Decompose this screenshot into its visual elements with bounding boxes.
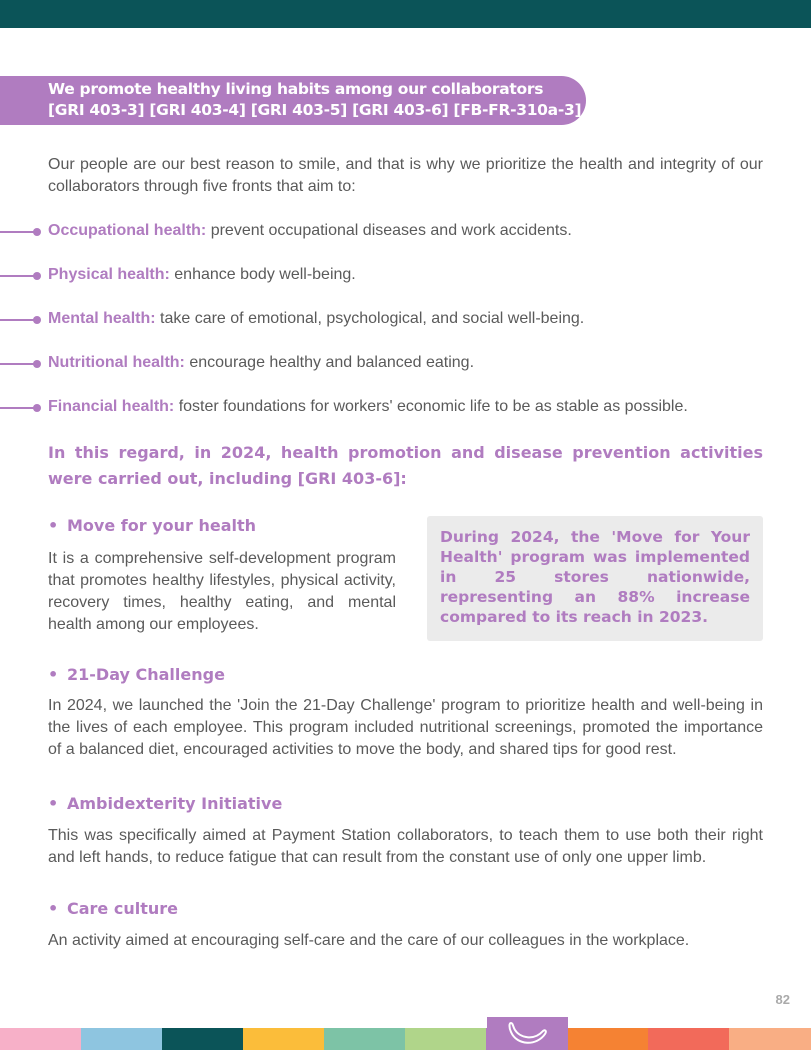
footer-stripe [324,1028,406,1050]
footer-stripe [648,1028,730,1050]
subsection-title-care [48,898,178,920]
top-bar [0,0,811,28]
bullet: • [48,899,59,918]
front-heading: Nutritional health: [48,354,185,371]
subsection-title-challenge [48,664,225,686]
bullet: • [48,665,59,684]
front-connector [0,231,38,233]
front-heading: Mental health: [48,310,156,327]
subsection-title-text: Move for your health [67,516,257,535]
footer-stripe [567,1028,649,1050]
section-title-banner [0,76,586,125]
ambidexterity-description: This was specifically aimed at Payment Station collaborators, to teach them to use both their right and left hands, to reduce fatigue that can result from the constant use of only one upper limb. [48,827,763,866]
challenge-description: In 2024, we launched the 'Join the 21-Day Challenge' program to prioritize health and well-being in the lives of each employee. This program included nutritional screenings, promoted the importance of a balanced diet, encouraged activities to move the body, and shared tips for good rest. [48,697,763,758]
front-connector [0,407,38,409]
logo-tab [487,1017,568,1050]
activities-intro: In this regard, in 2024, health promotion and disease prevention activities were carried out, including [GRI 403-6]: [48,443,763,488]
subsection-title-text: Ambidexterity Initiative [67,794,283,813]
page-number: 82 [775,992,790,1007]
footer-stripe [162,1028,244,1050]
front-text: enhance body well-being. [174,266,356,283]
front-item-financial [48,396,788,418]
subsection-title-ambidexterity [48,793,282,815]
front-item-mental [48,308,788,330]
subsection-title-text: Care culture [67,899,178,918]
front-item-occupational [48,220,788,242]
front-text: prevent occupational diseases and work accidents. [210,222,572,239]
front-text: take care of emotional, psychological, and social well-being. [160,310,585,327]
front-connector [0,275,38,277]
care-description: An activity aimed at encouraging self-care and the care of our colleagues in the workplace. [48,932,690,949]
intro-paragraph: Our people are our best reason to smile, and that is why we prioritize the health and integrity of our collaborators through five fronts that aim to: [48,156,763,195]
front-heading: Financial health: [48,398,175,415]
bullet: • [48,516,59,535]
footer-stripe [0,1028,82,1050]
footer-stripe [729,1028,811,1050]
subsection-title-text: 21-Day Challenge [67,665,225,684]
footer-stripe [405,1028,487,1050]
subsection-title-move [48,515,256,537]
section-gri-references: [GRI 403-3] [GRI 403-4] [GRI 403-5] [GRI 403-6] [FB-FR-310a-3] [48,101,582,119]
front-item-nutritional [48,352,788,374]
banana-icon [507,1020,549,1048]
front-item-physical [48,264,788,286]
front-heading: Occupational health: [48,222,207,239]
move-description: It is a comprehensive self-development program that promotes healthy lifestyles, physical activity, recovery times, healthy eating, and mental health among our employees. [48,550,396,633]
callout-box: During 2024, the 'Move for Your Health' program was implemented in 25 stores nationwide, representing an 88% increase compared to its reach in 2023. [427,516,763,641]
front-text: foster foundations for workers' economic life to be as stable as possible. [178,398,688,415]
front-connector [0,319,38,321]
section-title: We promote healthy living habits among our collaborators [48,80,544,98]
front-heading: Physical health: [48,266,170,283]
footer-color-stripes [0,1028,811,1050]
front-connector [0,363,38,365]
footer-stripe [243,1028,325,1050]
bullet: • [48,794,59,813]
front-text: encourage healthy and balanced eating. [189,354,475,371]
footer-stripe [81,1028,163,1050]
